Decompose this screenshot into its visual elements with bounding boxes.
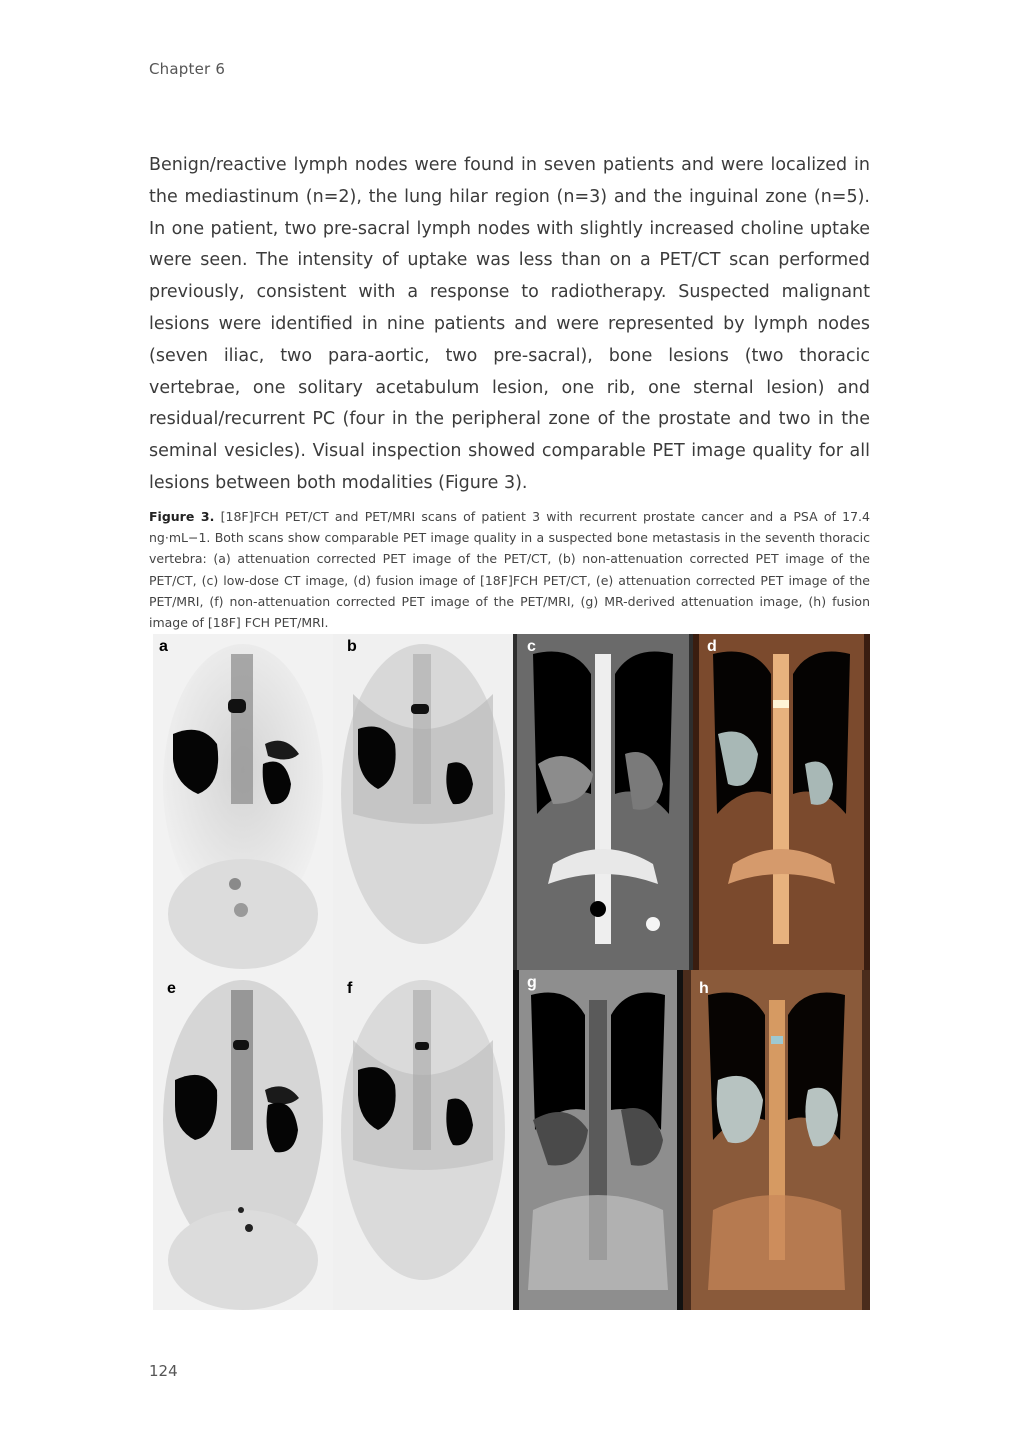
panel-label: g (527, 974, 537, 991)
panel-label: d (707, 638, 717, 655)
fusion-scan (693, 634, 870, 970)
pet-nac-scan (333, 634, 513, 970)
panel-c-ct (513, 634, 693, 970)
panel-label: f (347, 980, 353, 997)
chapter-header: Chapter 6 (149, 60, 226, 78)
panel-g-mr-ac (513, 970, 683, 1310)
fusion-scan (683, 970, 870, 1310)
figure-caption-label: Figure 3. (149, 509, 215, 524)
panel-label: a (159, 638, 168, 655)
figure-caption (149, 506, 870, 633)
panel-label: h (699, 980, 709, 997)
body-paragraph: Benign/reactive lymph nodes were found in seven patients and were localized in the mediastinum (n=2), the lung hilar region (n=3) and the inguinal zone (n=5). In one patient, two pre-sacral lymph nodes with slightly increased choline uptake were seen. The intensity of uptake was less than on a PET/CT scan performed previously, consistent with a response to radiotherapy. Suspected malignant lesions were identified in nine patients and were represented by lymph nodes (seven iliac, two para-aortic, two pre-sacral), bone lesions (two thoracic vertebrae, one solitary acetabulum lesion, one rib, one sternal lesion) and residual/recurrent PC (four in the peripheral zone of the prostate and two in the seminal vesicles). Visual inspection showed comparable PET image quality for all lesions between both modalities (Figure 3). (149, 155, 870, 493)
panel-label: b (347, 638, 357, 655)
figure-caption-text: [18F]FCH PET/CT and PET/MRI scans of patient 3 with recurrent prostate cancer and a PSA of 17.4 ng·mL−1. Both scans show comparable PET image quality in a suspected bone metastasis in the seventh thoracic vertebra: (a) attenuation corrected PET image of the PET/CT, (b) non-attenuation corrected PET image of the PET/CT, (c) low-dose CT image, (d) fusion image of [18F]FCH PET/CT, (e) attenuation corrected PET image of the PET/MRI, (f) non-attenuation corrected PET image of the PET/MRI, (g) MR-derived attenuation image, (h) fusion image of [18F] FCH PET/MRI. (149, 509, 870, 631)
page-number: 124 (149, 1362, 178, 1380)
figure-3-image-grid (153, 634, 870, 1310)
pet-nac-scan (333, 970, 513, 1310)
panel-e-pet-ac (153, 970, 333, 1310)
panel-d-fusion (693, 634, 870, 970)
panel-a-pet-ac (153, 634, 333, 970)
panel-label: e (167, 980, 176, 997)
pet-ac-scan (153, 970, 333, 1310)
panel-h-fusion (683, 970, 870, 1310)
pet-ac-scan (153, 634, 333, 970)
panel-f-pet-nac (333, 970, 513, 1310)
ct-scan (513, 634, 693, 970)
panel-label: c (527, 638, 536, 655)
panel-b-pet-nac (333, 634, 513, 970)
mr-attenuation-scan (513, 970, 683, 1310)
